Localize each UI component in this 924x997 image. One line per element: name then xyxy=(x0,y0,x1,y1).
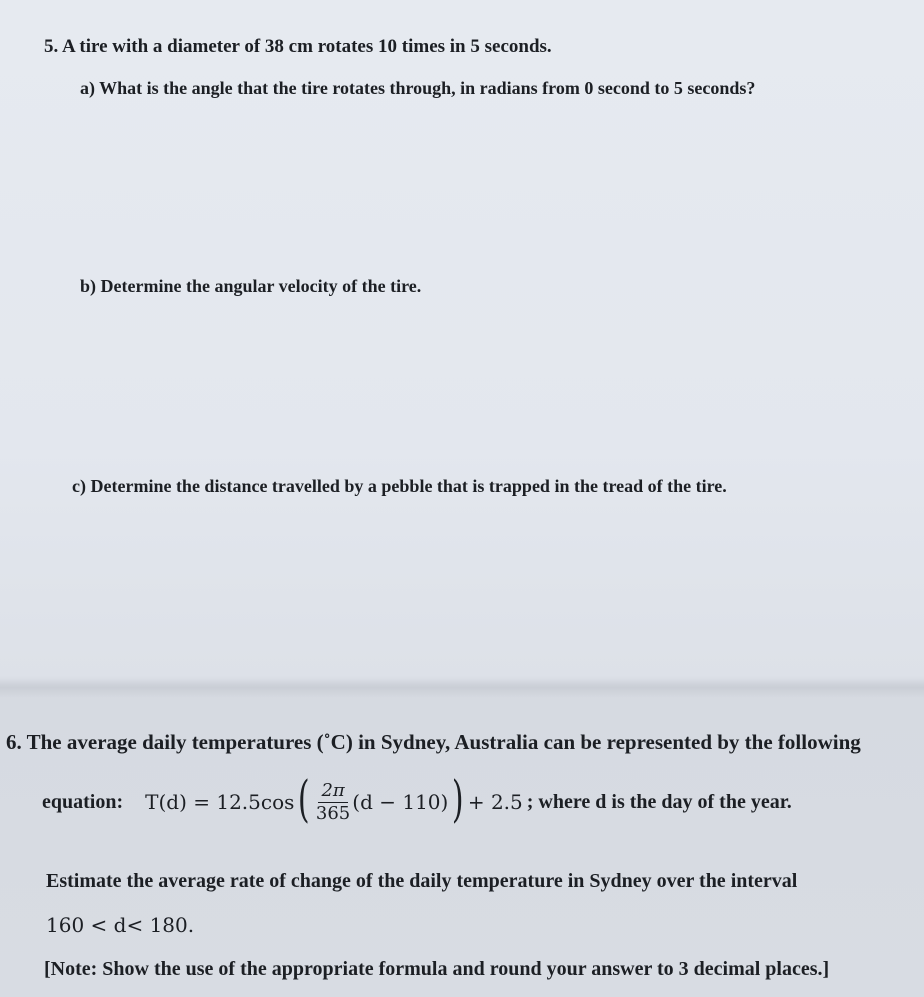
equation-rhs: + 2.5 xyxy=(467,790,523,814)
question-6-estimate: Estimate the average rate of change of the daily temperature in Sydney over the interval xyxy=(46,870,798,892)
question-6-stem: 6. The average daily temperatures (˚C) in Sydney, Australia can be represented by the following xyxy=(6,730,861,754)
question-5a: a) What is the angle that the tire rotates through, in radians from 0 second to 5 seconds? xyxy=(80,78,756,98)
question-6-interval: 160 < d< 180. xyxy=(46,913,195,937)
equation-inner: (d − 110) xyxy=(352,790,449,814)
equation-tail: ; where d is the day of the year. xyxy=(526,790,792,813)
question-5b: b) Determine the angular velocity of the tire. xyxy=(80,276,422,296)
paper-fold xyxy=(0,676,924,698)
fraction-denominator: 365 xyxy=(315,802,351,824)
open-paren: ( xyxy=(298,770,311,828)
fraction-numerator: 2π xyxy=(318,781,347,803)
equation-fraction xyxy=(316,781,350,824)
close-paren: ) xyxy=(452,770,464,828)
question-6-note: [Note: Show the use of the appropriate formula and round your answer to 3 decimal places.] xyxy=(44,958,830,980)
equation-lhs: T(d) = 12.5cos xyxy=(145,790,295,814)
equation-label: equation: xyxy=(42,790,124,813)
question-6-equation xyxy=(42,770,792,828)
question-5-stem: 5. A tire with a diameter of 38 cm rotates 10 times in 5 seconds. xyxy=(44,36,552,57)
question-5c: c) Determine the distance travelled by a pebble that is trapped in the tread of the tire. xyxy=(72,476,727,496)
